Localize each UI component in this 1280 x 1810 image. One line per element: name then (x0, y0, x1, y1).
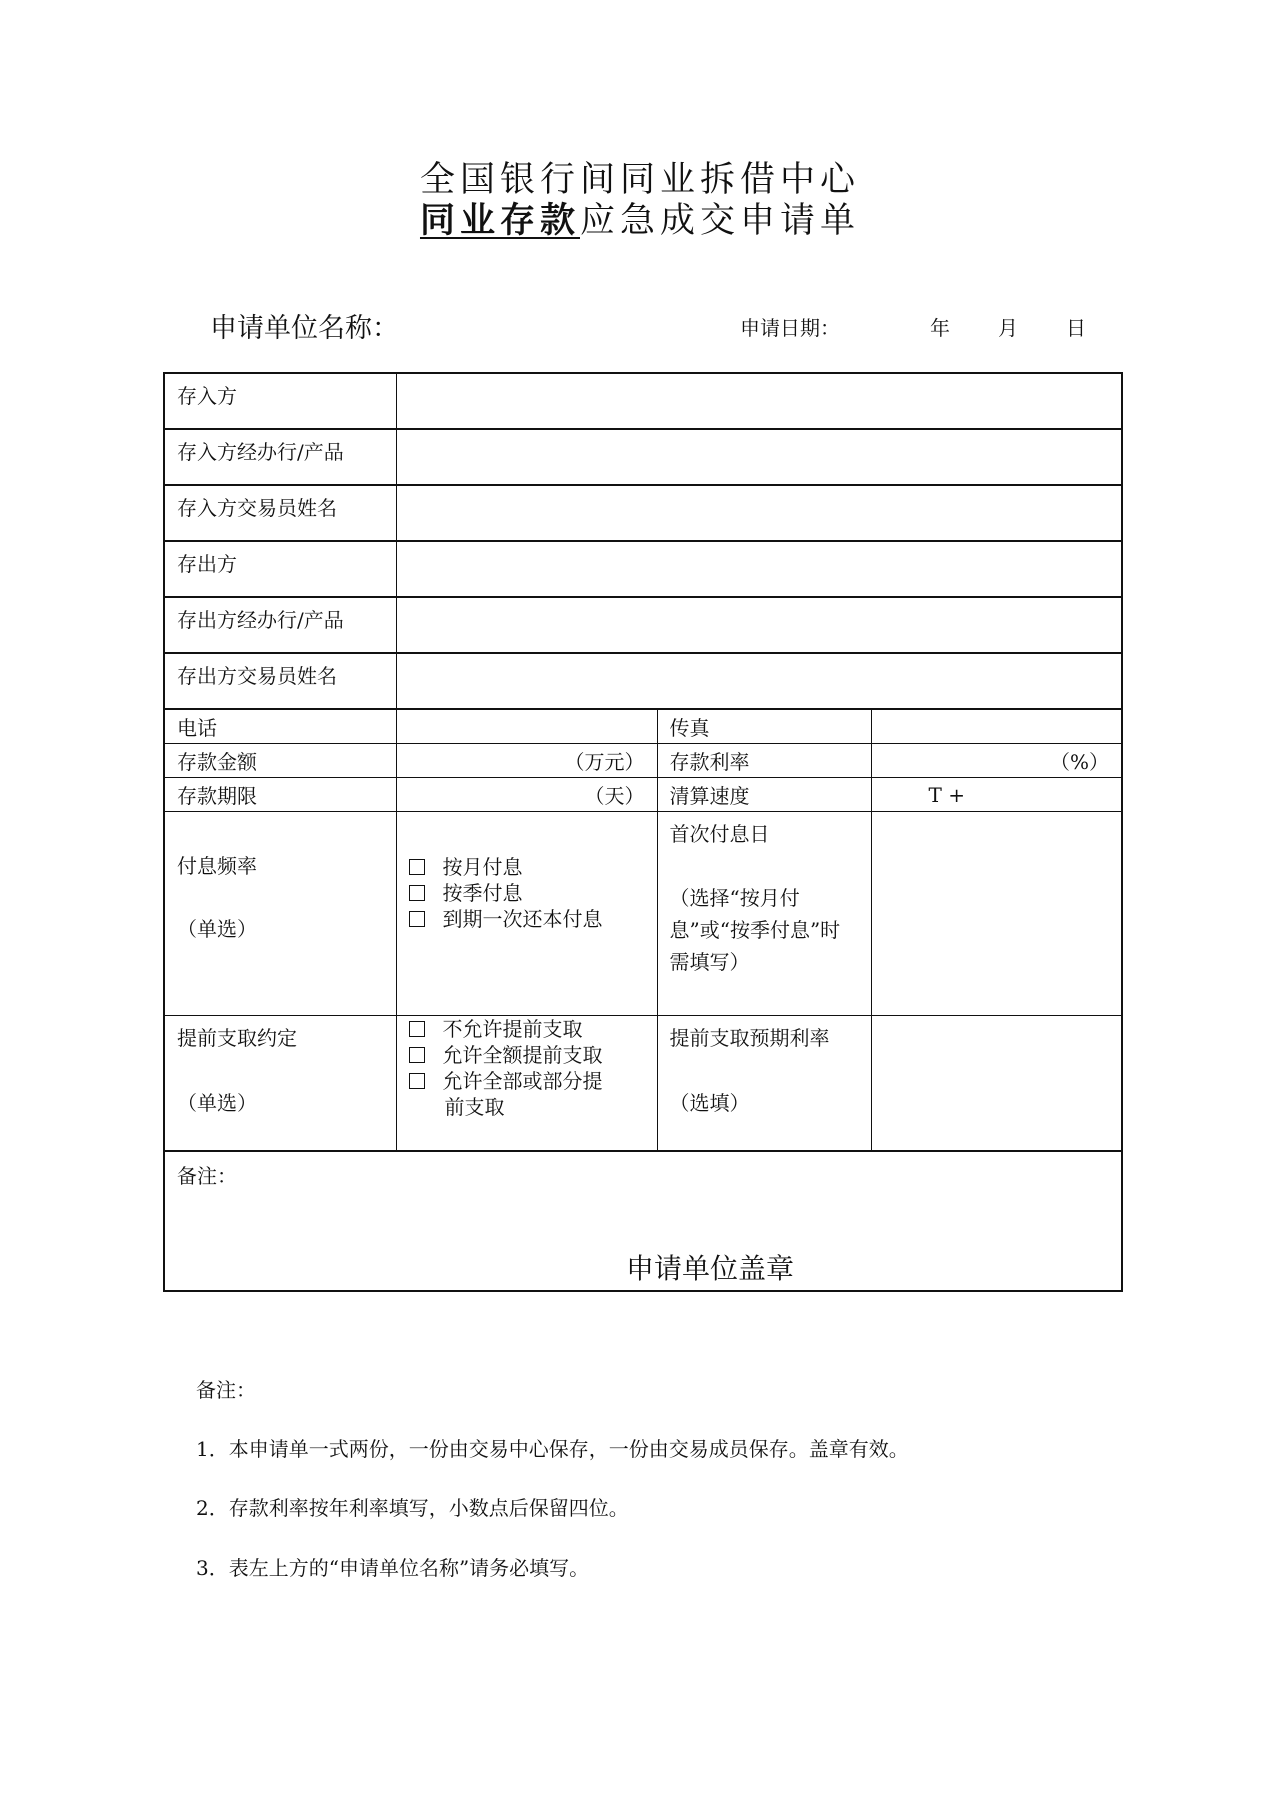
table-row (164, 429, 1122, 485)
table-row (164, 1016, 1122, 1152)
rate-unit: （%） (1049, 750, 1109, 774)
freq-option-quarterly[interactable]: 按季付息 (409, 880, 645, 906)
date-day-label: 日 (1066, 316, 1086, 340)
early-withdrawal-cell (164, 1016, 396, 1152)
optional-note: （选填） (669, 1091, 750, 1115)
settlement-value: T + (928, 782, 965, 807)
title-underlined: 同业存款 (419, 201, 580, 241)
title-line-2 (0, 193, 1280, 243)
checkbox-icon[interactable] (409, 885, 425, 901)
notes-heading: 备注： (196, 1378, 256, 1402)
depositor-field[interactable] (396, 373, 1122, 429)
amount-unit: （万元） (564, 750, 645, 774)
note-item: 1．本申请单一式两份，一份由交易中心保存，一份由交易成员保存。盖章有效。 (196, 1437, 909, 1461)
freq-option-maturity[interactable]: 到期一次还本付息 (409, 906, 645, 932)
freq-option-monthly[interactable]: 按月付息 (409, 854, 645, 880)
table-row (164, 653, 1122, 709)
remarks-label: 备注： (177, 1164, 237, 1188)
table-row (164, 541, 1122, 597)
interest-frequency-cell (164, 812, 396, 1016)
single-choice-note: （单选） (177, 917, 257, 941)
term-field[interactable] (396, 778, 657, 812)
title-rest: 应急成交申请单 (580, 201, 861, 241)
depositee-label: 存出方 (164, 541, 396, 597)
withdrawal-option-none[interactable]: 不允许提前支取 (409, 1016, 645, 1042)
phone-label: 电话 (164, 709, 396, 744)
checkbox-icon[interactable] (409, 859, 425, 875)
first-interest-date-field[interactable] (871, 812, 1122, 1016)
checkbox-icon[interactable] (409, 911, 425, 927)
depositee-trader-field[interactable] (396, 653, 1122, 709)
depositee-branch-label: 存出方经办行/产品 (164, 597, 396, 653)
depositor-label: 存入方 (164, 373, 396, 429)
table-row (164, 485, 1122, 541)
first-interest-date-cell (657, 812, 871, 1016)
table-row (164, 744, 1122, 778)
depositee-trader-label: 存出方交易员姓名 (164, 653, 396, 709)
interest-frequency-label: 付息频率 (177, 854, 257, 878)
application-form-table (163, 372, 1123, 1292)
table-row (164, 812, 1122, 1016)
table-row (164, 597, 1122, 653)
depositor-trader-label: 存入方交易员姓名 (164, 485, 396, 541)
note-item: 2．存款利率按年利率填写，小数点后保留四位。 (196, 1496, 629, 1520)
withdrawal-option-full[interactable]: 允许全额提前支取 (409, 1042, 645, 1068)
table-row (164, 373, 1122, 429)
date-year-label: 年 (930, 316, 950, 340)
title-line-1: 全国银行间同业拆借中心 (419, 160, 860, 200)
early-rate-label: 提前支取预期利率 (669, 1026, 830, 1050)
depositee-branch-field[interactable] (396, 597, 1122, 653)
table-row (164, 778, 1122, 812)
early-rate-field[interactable] (871, 1016, 1122, 1152)
date-month-label: 月 (998, 316, 1018, 340)
early-withdrawal-options (396, 1016, 657, 1152)
amount-field[interactable] (396, 744, 657, 778)
term-label: 存款期限 (164, 778, 396, 812)
amount-label: 存款金额 (164, 744, 396, 778)
withdrawal-option-partial-cont: 前支取 (444, 1095, 505, 1119)
term-unit: （天） (584, 784, 645, 808)
depositee-field[interactable] (396, 541, 1122, 597)
checkbox-icon[interactable] (409, 1073, 425, 1089)
early-rate-cell (657, 1016, 871, 1152)
first-interest-date-label: 首次付息日 (669, 822, 770, 846)
depositor-branch-label: 存入方经办行/产品 (164, 429, 396, 485)
rate-field[interactable] (871, 744, 1122, 778)
depositor-branch-field[interactable] (396, 429, 1122, 485)
first-interest-date-note: （选择“按月付息”或“按季付息”时需填写） (669, 886, 841, 974)
checkbox-icon[interactable] (409, 1021, 425, 1037)
note-item: 3．表左上方的“申请单位名称”请务必填写。 (196, 1556, 590, 1580)
phone-field[interactable] (396, 709, 657, 744)
checkbox-icon[interactable] (409, 1047, 425, 1063)
fax-field[interactable] (871, 709, 1122, 744)
early-withdrawal-label: 提前支取约定 (177, 1026, 297, 1050)
settlement-field[interactable] (871, 778, 1122, 812)
fax-label: 传真 (657, 709, 871, 744)
single-choice-note: （单选） (177, 1091, 257, 1115)
depositor-trader-field[interactable] (396, 485, 1122, 541)
applicant-name-label: 申请单位名称： (210, 313, 399, 344)
withdrawal-option-partial[interactable]: 允许全部或部分提 (409, 1068, 645, 1094)
interest-frequency-options (396, 812, 657, 1016)
rate-label: 存款利率 (657, 744, 871, 778)
table-row (164, 709, 1122, 744)
settlement-label: 清算速度 (657, 778, 871, 812)
application-date-label: 申请日期： (740, 316, 840, 340)
applicant-seal-label: 申请单位盖章 (625, 1252, 794, 1285)
